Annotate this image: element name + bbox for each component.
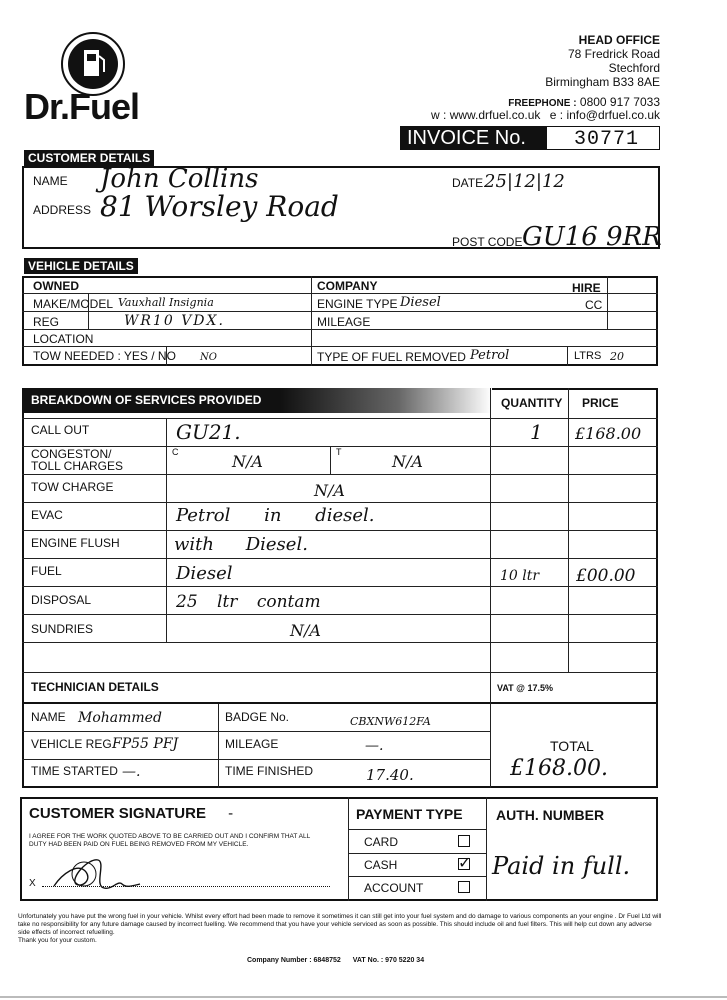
invoice-label: INVOICE No.: [407, 127, 526, 149]
web-address: www.drfuel.co.uk: [449, 108, 541, 122]
page-edge-line: [0, 996, 727, 998]
quantity-header: QUANTITY: [501, 396, 563, 410]
service-row-label: CALL OUT: [31, 423, 90, 437]
signature-x-label: X: [29, 878, 36, 889]
service-row-value: with Diesel.: [174, 534, 308, 555]
company-label: COMPANY: [317, 279, 378, 293]
signature-scribble-icon: [48, 850, 158, 894]
tow-needed-label: TOW NEEDED : YES / NO: [33, 349, 176, 363]
address-label: ADDRESS: [33, 203, 92, 217]
company-registration: [247, 957, 424, 964]
tech-mileage-value: —.: [365, 738, 384, 754]
name-label: NAME: [33, 174, 68, 188]
technician-section-title: TECHNICIAN DETAILS: [31, 680, 159, 694]
cc-label: CC: [585, 298, 603, 312]
service-row-qty: 10 ltr: [500, 568, 540, 584]
freephone-line: [508, 95, 660, 109]
head-office-block: [545, 33, 660, 89]
make-model-value: Vauxhall Insignia: [118, 296, 214, 309]
tech-vehicle-reg-value: FP55 PFJ: [112, 736, 179, 752]
service-row-label: CONGESTON/ TOLL CHARGES: [31, 447, 124, 473]
congestion-t-value: N/A: [392, 452, 423, 471]
service-row-label: SUNDRIES: [31, 622, 94, 636]
invoice-number: 30771: [574, 128, 640, 151]
tow-needed-value: NO: [200, 352, 217, 363]
postcode-label: POST CODE: [452, 235, 523, 249]
account-checkbox[interactable]: [458, 881, 470, 893]
company-number-label: Company Number :: [247, 957, 312, 964]
date-label: DATE: [452, 176, 484, 190]
service-row-value: N/A: [290, 621, 321, 640]
customer-section-title: CUSTOMER DETAILS: [24, 150, 154, 166]
congestion-c-label: C: [172, 447, 179, 457]
head-office-label: HEAD OFFICE: [578, 33, 660, 47]
signature-title-text: CUSTOMER SIGNATURE: [29, 805, 206, 822]
total-label: TOTAL: [550, 738, 594, 754]
email-address: info@drfuel.co.uk: [566, 108, 660, 122]
badge-label: BADGE No.: [225, 710, 290, 724]
account-label: ACCOUNT: [364, 881, 424, 895]
company-number: 6848752: [313, 957, 341, 964]
card-label: CARD: [364, 835, 399, 849]
customer-signature-field[interactable]: [48, 850, 158, 894]
thanks-text: Thank you for your custom.: [18, 937, 97, 944]
auth-number-value: Paid in full.: [492, 852, 631, 880]
tech-vehicle-reg-label: VEHICLE REG: [31, 737, 112, 751]
time-started-label: TIME STARTED: [31, 764, 118, 778]
location-label: LOCATION: [33, 332, 94, 346]
fuel-removed-label: TYPE OF FUEL REMOVED: [317, 350, 466, 364]
reg-value: WR10 VDX.: [124, 313, 225, 329]
auth-number-title: AUTH. NUMBER: [496, 807, 605, 823]
web-email-line: [431, 108, 660, 122]
time-finished-value: 17.40.: [366, 766, 414, 784]
tech-name-value: Mohammed: [78, 710, 162, 726]
service-row-label: TOW CHARGE: [31, 480, 114, 494]
vat-number-label: VAT No. :: [352, 957, 384, 964]
tech-name-label: NAME: [31, 710, 66, 724]
reg-label: REG: [33, 315, 60, 329]
engine-type-value: Diesel: [400, 295, 441, 310]
card-checkbox[interactable]: [458, 835, 470, 847]
disclaimer-text: [18, 913, 663, 945]
payment-type-title: PAYMENT TYPE: [356, 806, 463, 822]
address-value: 81 Worsley Road: [100, 190, 339, 223]
web-label: w :: [431, 108, 447, 122]
price-header: PRICE: [582, 396, 619, 410]
name-value: John Collins: [100, 164, 259, 194]
engine-type-label: ENGINE TYPE: [317, 297, 398, 311]
congestion-t-label: T: [336, 447, 342, 457]
disclaimer-body: Unfortunately you have put the wrong fuel in your vehicle. Whilst every effort had been made to remove it sometimes it can still get into your fuel system and do damage to various components an your engine . Dr Fuel Ltd will take no responsibility for any future damage caused by incorrect fuelling. We recommend that you have your vehicle serviced as soon as possible. This should include oil and fuel filters. This will help cut down any adverse side effects of incorrect refuelling.: [18, 913, 662, 936]
agreement-text: I AGREE FOR THE WORK QUOTED ABOVE TO BE CARRIED OUT AND I CONFIRM THAT ALL DUTY HAD BEEN PAID ON FUEL BEING REMOVED FROM MY VEHICLE.: [29, 833, 310, 848]
service-row-value: Petrol in diesel.: [176, 505, 375, 526]
congestion-c-value: N/A: [232, 452, 263, 471]
service-row-price: £168.00: [575, 424, 642, 443]
hire-label: HIRE: [572, 281, 601, 295]
address-line1: 78 Fredrick Road: [567, 47, 660, 61]
fuel-removed-value: Petrol: [470, 348, 510, 363]
tech-mileage-label: MILEAGE: [225, 737, 279, 751]
cash-checkmark: ✓: [458, 853, 472, 872]
service-row-value: GU21.: [176, 420, 241, 444]
service-row-price: £00.00: [576, 566, 636, 586]
total-value: £168.00.: [510, 756, 608, 781]
services-section-title: BREAKDOWN OF SERVICES PROVIDED: [31, 393, 262, 407]
address-line3: Birmingham B33 8AE: [545, 75, 660, 89]
service-row-label: EVAC: [31, 508, 63, 522]
vat-number: 970 5220 34: [385, 957, 425, 964]
badge-value: CBXNW612FA: [350, 715, 431, 728]
postcode-value: GU16 9RR: [522, 222, 662, 252]
service-row-qty: 1: [530, 420, 543, 444]
service-row-value: N/A: [314, 481, 345, 500]
ltrs-label: LTRS: [574, 350, 602, 362]
time-started-value: —.: [122, 764, 141, 780]
freephone-label: FREEPHONE :: [508, 98, 577, 109]
vat-label: VAT @ 17.5%: [497, 683, 553, 693]
service-row-label: DISPOSAL: [31, 593, 92, 607]
address-line2: Stechford: [608, 61, 660, 75]
make-model-label: MAKE/MODEL: [33, 297, 114, 311]
mileage-label: MILEAGE: [317, 315, 371, 329]
time-finished-label: TIME FINISHED: [225, 764, 314, 778]
service-row-label: ENGINE FLUSH: [31, 536, 120, 550]
ltrs-value: 20: [610, 350, 624, 363]
date-value: 25|12|12: [484, 171, 565, 192]
vehicle-section-title: VEHICLE DETAILS: [24, 258, 138, 274]
service-row-label: FUEL: [31, 564, 62, 578]
service-row-value: 25 ltr contam: [176, 592, 321, 612]
freephone-number: 0800 917 7033: [579, 95, 660, 109]
signature-title: [29, 805, 233, 822]
cash-label: CASH: [364, 858, 398, 872]
email-label: e :: [549, 108, 564, 122]
signature-dash: -: [228, 805, 234, 822]
service-row-value: Diesel: [176, 563, 233, 584]
brand-name: Dr.Fuel: [24, 86, 140, 127]
owned-label: OWNED: [33, 279, 79, 293]
